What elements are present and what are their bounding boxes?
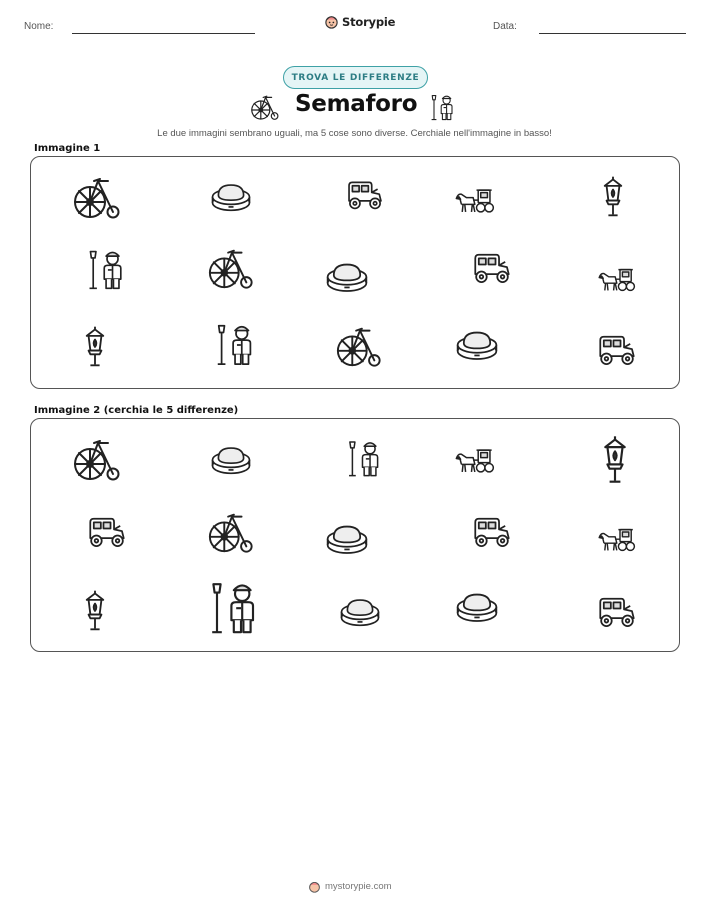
penny-farthing-icon [206,244,256,292]
lamp-officer-icon[interactable] [344,432,386,484]
vintage-car-icon[interactable] [466,510,518,554]
brand-name: Storypie [342,14,396,29]
footer [308,880,392,893]
title-row [0,90,709,124]
street-lamp-icon [72,320,118,372]
panel1-label: Immagine 1 [34,143,101,154]
horse-carriage-icon [448,180,500,222]
vintage-car-icon [466,246,518,290]
name-field[interactable] [72,33,255,34]
penny-farthing-icon[interactable] [206,508,256,556]
vintage-car-icon[interactable] [82,510,132,554]
instructions: Le due immagini sembrano uguali, ma 5 cose sono diverse. Cerchiale nell'immagine in basso! [157,128,552,139]
horse-carriage-icon [590,260,642,300]
lamp-officer-icon [428,92,458,122]
buzzer-button-icon[interactable] [206,438,256,480]
lamp-officer-icon [84,243,130,295]
horse-carriage-icon[interactable] [448,440,500,482]
penny-farthing-icon [72,172,122,222]
date-label: Data: [493,21,517,32]
brand-logo [324,14,395,29]
street-lamp-icon[interactable] [72,584,118,636]
buzzer-button-icon[interactable] [322,516,372,560]
vintage-car-icon [592,328,642,372]
penny-farthing-icon[interactable] [72,434,122,484]
footer-url: mystorypie.com [325,881,392,892]
vintage-car-icon[interactable] [592,590,642,634]
buzzer-button-icon[interactable] [452,584,502,628]
street-lamp-icon [590,170,636,222]
page-title: Semaforo [295,91,418,117]
vintage-car-icon [340,174,390,216]
buzzer-button-icon[interactable] [334,590,386,632]
date-field[interactable] [539,33,686,34]
penny-farthing-icon [334,322,384,370]
lamp-officer-icon [212,318,260,370]
buzzer-button-icon [206,175,256,217]
name-label: Nome: [24,21,54,32]
penny-farthing-icon [250,92,280,122]
storypie-mascot-icon [324,14,339,29]
worksheet-badge: TROVA LE DIFFERENZE [283,66,428,89]
panel2-label: Immagine 2 (cerchia le 5 differenze) [34,405,239,416]
buzzer-button-icon [452,322,502,366]
street-lamp-icon[interactable] [588,424,642,494]
storypie-mascot-icon [308,880,321,893]
horse-carriage-icon[interactable] [590,520,642,560]
lamp-officer-icon[interactable] [205,574,265,640]
buzzer-button-icon [322,254,372,298]
